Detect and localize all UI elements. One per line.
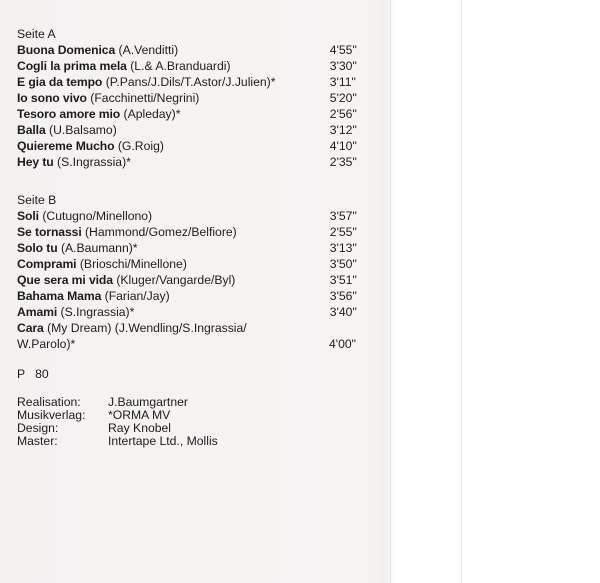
track-duration: 3'12" [329,123,357,137]
track-credit: (Brioschi/Minellone) [79,257,187,271]
track-title: Tesoro amore mio [17,107,121,121]
track-title: Quiereme Mucho [17,139,115,153]
track-row [17,42,389,58]
production-credits [17,396,389,448]
track-title: Balla [17,123,46,137]
track-row [17,138,389,154]
track-row [17,240,389,256]
credit-role: Master: [17,434,58,448]
track-credit: (S.Ingrassia)* [57,155,131,169]
track-duration: 3'11" [329,75,356,89]
track-credit: (Farian/Jay) [104,289,170,303]
track-row [17,304,389,320]
track-title: Hey tu [17,155,54,169]
credit-name: *ORMA MV [108,408,171,422]
track-title: Cara [17,321,44,335]
track-credit: (G.Roig) [117,139,164,153]
credit-name: Intertape Ltd., Mollis [108,434,218,448]
track-row [17,256,389,272]
track-credit: (My Dream) (J.Wendling/S.Ingrassia/ W.Parolo)* [17,321,247,351]
credit-role: Realisation: [17,395,81,409]
track-row [17,90,389,106]
track-row [17,224,389,240]
track-row [17,154,389,170]
track-credit: (A.Baumann)* [60,241,138,255]
track-title: Comprami [17,257,77,271]
credit-name: Ray Knobel [108,421,172,435]
track-title: E gia da tempo [17,75,103,89]
track-duration: 2'55" [329,225,357,239]
track-title: Buona Domenica [17,43,116,57]
track-title: Soli [17,209,39,223]
track-row [17,272,389,288]
track-credit: (L.& A.Branduardi) [130,59,231,73]
credit-role: Design: [17,421,59,435]
track-row [17,74,389,90]
track-duration: 4'00" [329,337,356,351]
track-duration: 5'20" [329,91,357,105]
credit-name: J.Baumgartner [108,395,188,409]
track-credit: (Kluger/Vangarde/Byl) [116,273,236,287]
track-duration: 3'56" [329,289,357,303]
section-spacer [17,170,389,192]
track-duration: 3'30" [329,59,357,73]
track-duration: 4'55" [329,43,357,57]
track-duration: 3'13" [329,241,357,255]
side-b-label: Seite B [17,193,57,207]
phonogram-copyright: P 80 [17,367,49,381]
track-duration: 2'56" [329,107,357,121]
track-duration: 2'35" [329,155,357,169]
side-a-label: Seite A [17,27,56,41]
tracklist-content [17,26,389,448]
track-credit: (S.Ingrassia)* [60,305,135,319]
track-title: Que sera mi vida [17,273,113,287]
track-title: Solo tu [17,241,58,255]
fold-line [390,0,391,583]
track-row [17,122,389,138]
track-row [17,288,389,304]
track-duration: 3'51" [329,273,357,287]
track-title: Amami [17,305,58,319]
fold-line [461,0,462,583]
track-credit: (U.Balsamo) [49,123,117,137]
track-credit: (A.Venditti) [118,43,179,57]
track-duration: 4'10" [329,139,357,153]
track-duration: 3'57" [329,209,357,223]
track-credit: (Facchinetti/Negrini) [90,91,200,105]
track-title: Io sono vivo [17,91,87,105]
track-row [17,208,389,224]
track-credit: (Cutugno/Minellono) [42,209,153,223]
track-credit: (Hammond/Gomez/Belfiore) [85,225,237,239]
track-row [17,106,389,122]
track-duration: 3'40" [329,305,357,319]
track-title: Bahama Mama [17,289,102,303]
track-row [17,320,389,352]
track-credit: (P.Pans/J.Dils/T.Astor/J.Julien)* [105,75,276,89]
credit-role: Musikverlag: [17,408,86,422]
track-duration: 3'50" [329,257,357,271]
track-row [17,58,389,74]
track-title: Cogli la prima mela [17,59,127,73]
track-title: Se tornassi [17,225,82,239]
track-credit: (Apleday)* [123,107,181,121]
